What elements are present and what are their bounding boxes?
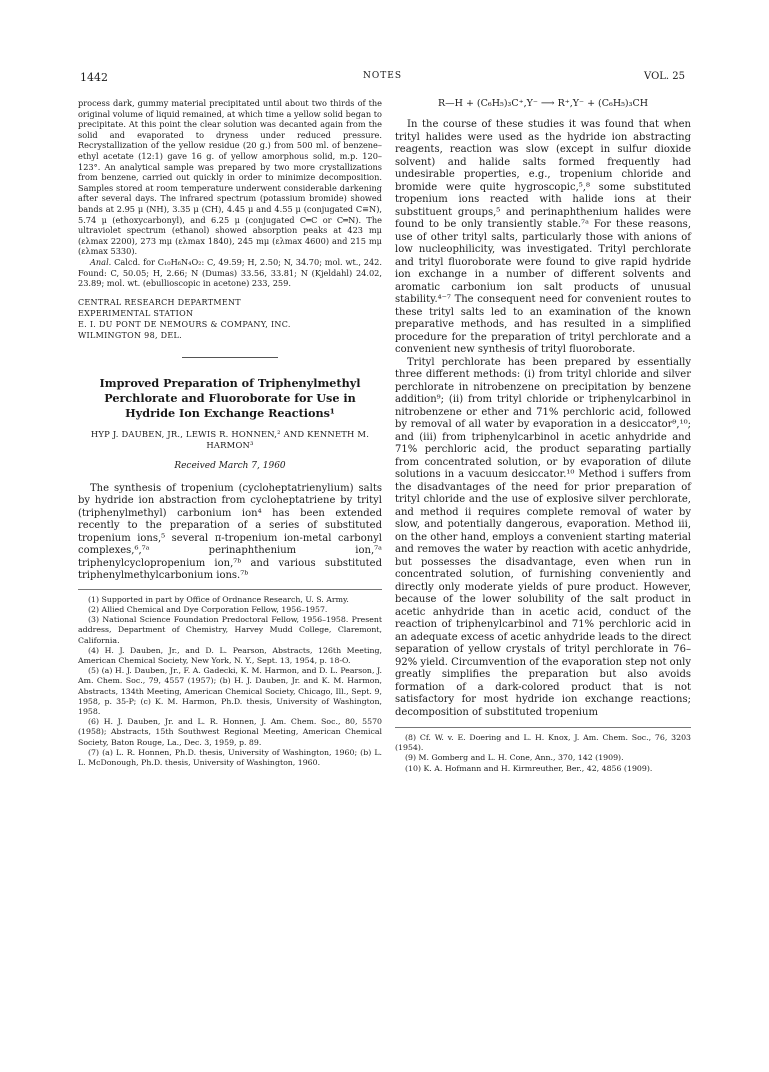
body-paragraph-1: In the course of these studies it was found that when trityl halides were used as the hydride ion abstracting reagents, reaction was slow (except in sulfur dioxide solvent) and halide salts formed frequently had undesirable properties, e.g., tropenium chloride and bromide were quite hygroscopic,⁵,⁸ some substituted tropenium ions reacted with halide ions at their substituent groups,⁵ and perinaphthenium halides were found to be only transiently stable.⁷ᵃ For these reasons, use of other trityl salts, particularly those with anions of low nucleophilicity, was investigated. Trityl perchlorate and trityl fluoroborate were found to give rapid hydride ion exchange in a number of different solvents and aromatic carbonium ion salt products of unusual stability.⁴⁻⁷ The consequent need for convenient routes to these trityl salts led to an examination of the known preparative methods, and has resulted in a simplified procedure for the preparation of trityl perchlorate and a convenient new synthesis of trityl fluoroborate. xyxy=(395,119,691,355)
volume-label: VOL. 25 xyxy=(644,71,685,82)
affiliation-line: WILMINGTON 98, DEL. xyxy=(78,330,182,340)
page-number: 1442 xyxy=(80,71,108,84)
footnote-divider xyxy=(78,589,382,590)
analysis-paragraph xyxy=(78,257,382,289)
footnote: (9) M. Gomberg and L. H. Cone, Ann., 370, 142 (1909). xyxy=(405,753,624,763)
analysis-values: Calcd. for C₁₀H₆N₄O₂: C, 49.59; H, 2.50; N, 34.70; mol. wt., 242. Found: C, 50.05; H, 2.66; N (Dumas) 33.56, 33.81; N (Kjeldahl) 24.02, 23.89; mol. wt. (ebullioscopic in acetone) 233, 259. xyxy=(78,256,382,289)
footnote-divider xyxy=(395,727,691,728)
experimental-text xyxy=(78,98,382,257)
body-paragraph-2: Trityl perchlorate has been prepared by essentially three different methods: (i) from trityl chloride and silver perchlorate in nitrobenzene on precipitation by benzene addition⁹; (ii) from trityl chloride or triphenylcarbinol in nitrobenzene or ether and 71% perchloric acid, followed by removal of all water by evaporation in a desiccator⁹,¹⁰; and (iii) from triphenylcarbinol in acetic anhydride and 71% perchloric acid, the product separating partially from concentrated solution, or by evaporation of dilute solutions in a vacuum desiccator.¹⁰ Method i suffers from the disadvantages of the need for prior preparation of trityl chloride and the use of explosive silver perchlorate, and method ii requires complete removal of water by slow, and potentially dangerous, evaporation. Method iii, on the other hand, employs a convenient starting material and removes the water by reaction with acetic anhydride, but possesses the disadvantage, even when run in concentrated solution, of furnishing conveniently and directly only moderate yields of pure product. However, because of the lower solubility of the salt product in acetic anhydride than in acetic acid, conduct of the reaction of triphenylcarbinol and 71% perchloric acid in an adequate excess of acetic anhydride leads to the direct separation of yellow crystals of trityl perchlorate in 76–92% yield. Circumvention of the evaporation step not only greatly simplifies the preparation but also avoids formation of a dark-colored product that is not satisfactory for most hydride ion exchange reactions; decomposition of substituted tropenium xyxy=(395,356,691,718)
affiliation-line: EXPERIMENTAL STATION xyxy=(78,308,194,318)
experimental-carryover: process dark, gummy material precipitated until about two thirds of the original volume of liquid remained, at which time a yellow solid began to precipitate. At this point the clear solution was decanted again from the solid and evaporated to dryness under reduced pressure. Recrystallization of the yellow residue (20 g.) from 500 ml. of benzene–ethyl acetate (12:1) gave 16 g. of yellow amorphous solid, m.p. 120–123°. An analytical sample was prepared by two more crystallizations from benzene, carried out quickly in order to minimize decomposition. Samples stored at room temperature underwent considerable darkening after several days. The infrared spectrum (potassium bromide) showed bands at 2.95 μ (NH), 3.35 μ (CH), 4.45 μ and 4.55 μ (conjugated C≡N), 5.74 μ (ethoxycarbonyl), and 6.25 μ (conjugated C═C or C═N). The ultraviolet spectrum (ethanol) showed absorption peaks at 423 mμ (ελmax 2200), 273 mμ (ελmax 1840), 245 mμ (ελmax 4600) and 215 mμ (ελmax 5330). xyxy=(78,98,382,257)
affiliation-line: CENTRAL RESEARCH DEPARTMENT xyxy=(78,297,241,307)
footnote: (3) National Science Foundation Predoctoral Fellow, 1956–1958. Present address, Department of Chemistry, Harvey Mudd College, Claremont, California. xyxy=(78,615,382,645)
intro-paragraph: The synthesis of tropenium (cycloheptatrienylium) salts by hydride ion abstraction from cycloheptatriene by trityl (triphenylmethyl) carbonium ion⁴ has been extended recently to the preparation of a series of substituted tropenium ions,⁵ several π-tropenium ion-metal carbonyl complexes,⁶,⁷ᵃ perinaphthenium ion,⁷ᵃ triphenylcyclopropenium ion,⁷ᵇ and various substituted triphenylmethylcarbonium ions.⁷ᵇ xyxy=(78,482,382,582)
article-title: Improved Preparation of Triphenylmethyl Perchlorate and Fluoroborate for Use in Hydride Ion Exchange Reactions¹ xyxy=(99,375,361,420)
left-column xyxy=(78,98,382,768)
received-date: Received March 7, 1960 xyxy=(174,460,286,471)
footnotes-left xyxy=(78,595,382,768)
hydride-exchange-equation: R—H + (C₆H₅)₃C⁺,Y⁻ ⟶ R⁺,Y⁻ + (C₆H₅)₃CH xyxy=(438,98,648,109)
analysis-label: Anal. xyxy=(90,256,112,267)
footnote: (5) (a) H. J. Dauben, Jr., F. A. Gadecki, K. M. Harmon, and D. L. Pearson, J. Am. Chem. Soc., 79, 4557 (1957); (b) H. J. Dauben, Jr. and K. M. Harmon, Abstracts, 134th Meeting, American Chemical Society, Chicago, Ill., Sept. 9, 1958, p. 35-P; (c) K. M. Harmon, Ph.D. thesis, University of Washington, 1958. xyxy=(78,666,382,716)
section-divider xyxy=(182,357,278,358)
footnote: (4) H. J. Dauben, Jr., and D. L. Pearson, Abstracts, 126th Meeting, American Chemical Society, New York, N. Y., Sept. 13, 1954, p. 18-O. xyxy=(78,645,382,665)
section-label: NOTES xyxy=(363,71,402,81)
footnote: (1) Supported in part by Office of Ordnance Research, U. S. Army. xyxy=(88,594,349,604)
right-column xyxy=(395,98,691,774)
footnotes-right xyxy=(395,733,691,774)
running-header xyxy=(80,71,685,87)
affiliation-line: E. I. DU PONT DE NEMOURS & COMPANY, INC. xyxy=(78,319,291,329)
footnote: (2) Allied Chemical and Dye Corporation Fellow, 1956–1957. xyxy=(88,604,328,614)
affiliation-block xyxy=(78,297,382,341)
footnote: (7) (a) L. R. Honnen, Ph.D. thesis, University of Washington, 1960; (b) L. L. McDonough, Ph.D. thesis, University of Washington, 1960. xyxy=(78,747,382,767)
footnote: (6) H. J. Dauben, Jr. and L. R. Honnen, J. Am. Chem. Soc., 80, 5570 (1958); Abstracts, 15th Southwest Regional Meeting, American Chemical Society, Baton Rouge, La., Dec. 3, 1959, p. 89. xyxy=(78,717,382,747)
footnote: (10) K. A. Hofmann and H. Kirmreuther, Ber., 42, 4856 (1909). xyxy=(405,763,653,773)
article-authors: HYP J. DAUBEN, JR., LEWIS R. HONNEN,² AND KENNETH M. HARMON³ xyxy=(90,428,370,450)
footnote: (8) Cf. W. v. E. Doering and L. H. Knox, J. Am. Chem. Soc., 76, 3203 (1954). xyxy=(395,733,691,753)
